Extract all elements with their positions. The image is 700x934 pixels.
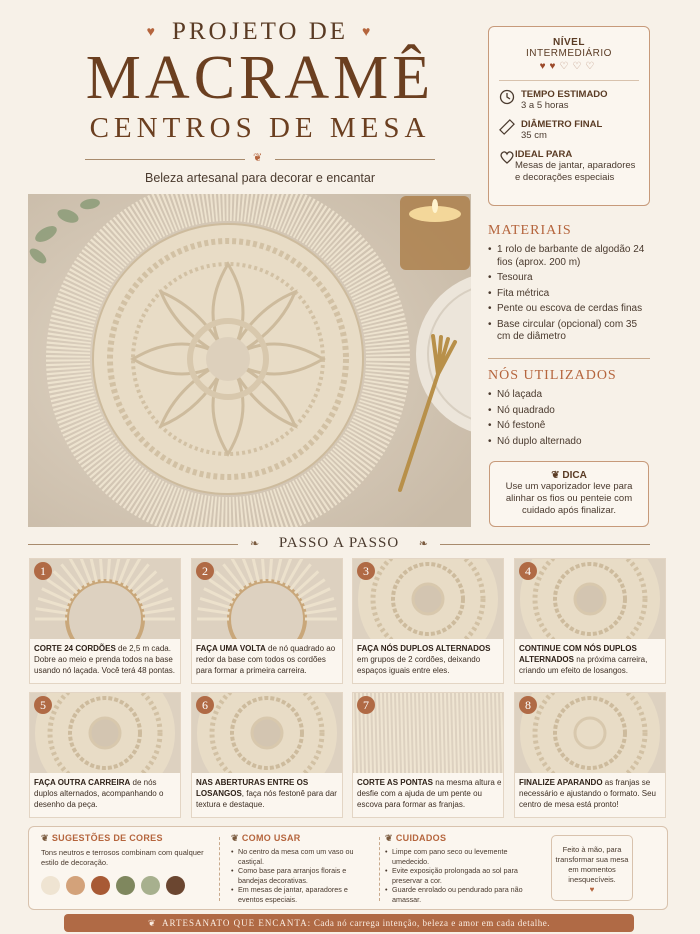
title-line-3: CENTROS DE MESA	[89, 112, 431, 144]
tip-box	[489, 461, 649, 527]
color-swatch	[116, 876, 135, 895]
step-text-bold: CORTE AS PONTAS	[357, 778, 434, 787]
list-item: • Nó quadrado	[488, 405, 650, 418]
list-item: • Em mesas de jantar, aparadores e eventos especiais.	[231, 885, 371, 904]
colors-title: SUGESTÕES DE CORES	[51, 833, 163, 843]
step-card	[191, 692, 343, 818]
color-swatch	[91, 876, 110, 895]
list-item: • 1 rolo de barbante de algodão 24 fios (aprox. 200 m)	[488, 244, 650, 269]
step-number: 7	[357, 696, 375, 714]
info-value: Mesas de jantar, aparadores e decorações especiais	[515, 160, 636, 183]
knots-title: NÓS UTILIZADOS	[488, 368, 617, 383]
main-photo	[28, 194, 471, 527]
title-line-2: MACRAMÊ	[85, 44, 435, 112]
level-title: NÍVEL	[553, 37, 585, 48]
divider	[488, 358, 650, 359]
step-image	[515, 693, 665, 773]
color-swatches	[41, 876, 211, 900]
step-text-rest: na mesma altura e desfie com a ajuda de um pente ou escova para formar as franjas.	[357, 778, 502, 809]
step-text-bold: FAÇA NÓS DUPLOS ALTERNADOS	[357, 644, 491, 653]
step-image	[192, 559, 342, 639]
list-item: • Base circular (opcional) com 35 cm de diâmetro	[488, 319, 650, 344]
step-text	[519, 643, 665, 676]
divider	[379, 837, 380, 901]
list-item: • No centro da mesa com um vaso ou castiçal.	[231, 847, 371, 866]
leaf-icon: ❦	[147, 918, 157, 928]
step-text-rest: na próxima carreira, criando um efeito de losangos.	[519, 655, 648, 675]
step-image	[30, 559, 180, 639]
step-text-bold: CONTINUE COM NÓS DUPLOS ALTERNADOS	[519, 644, 637, 664]
step-text-rest: de nó quadrado ao redor da base com todos os cordões para formar a primeira carreira.	[196, 644, 336, 675]
materials-list	[488, 244, 650, 344]
step-number: 3	[357, 562, 375, 580]
step-text	[357, 643, 503, 676]
heart-icon: ♥	[362, 25, 374, 41]
materials-section	[488, 223, 650, 347]
step-text-rest: de nós duplos alternados, acompanhando o desenho da peça.	[34, 778, 164, 809]
footer-banner	[64, 914, 634, 932]
list-item: • Tesoura	[488, 272, 650, 285]
colors-column	[41, 833, 211, 900]
title-line-1: PROJETO DE	[171, 18, 349, 45]
clock-icon	[499, 89, 521, 112]
color-swatch	[41, 876, 60, 895]
step-image	[353, 693, 503, 773]
step-image	[353, 559, 503, 639]
info-value: 35 cm	[521, 130, 547, 141]
heart-icon: ♥	[589, 885, 595, 894]
info-box	[488, 26, 650, 206]
step-image	[30, 693, 180, 773]
step-text	[34, 777, 180, 810]
step-text-bold: FINALIZE APARANDO	[519, 778, 603, 787]
usage-column	[231, 833, 371, 904]
color-swatch	[66, 876, 85, 895]
step-number: 4	[519, 562, 537, 580]
heart-icon	[499, 149, 515, 184]
list-item: • Nó duplo alternado	[488, 436, 650, 449]
note-text: Feito à mão, para transformar sua mesa em momentos inesquecíveis.	[555, 845, 629, 884]
info-row-time	[489, 85, 649, 115]
handmade-note	[551, 835, 633, 901]
bottom-panel	[28, 826, 668, 910]
info-row-ideal	[489, 145, 649, 187]
step-number: 6	[196, 696, 214, 714]
step-text-bold: FAÇA UMA VOLTA	[196, 644, 266, 653]
step-number: 8	[519, 696, 537, 714]
step-image	[515, 559, 665, 639]
list-item: • Pente ou escova de cerdas finas	[488, 303, 650, 316]
step-card	[352, 558, 504, 684]
step-text-bold: NAS ABERTURAS ENTRE OS LOSANGOS	[196, 778, 309, 798]
level-hearts: ♥♥♡♡♡	[539, 61, 599, 72]
leaf-icon: ❧	[418, 537, 428, 550]
step-text-rest: em grupos de 2 cordões, deixando espaços iguais entre eles.	[357, 655, 481, 675]
info-title: DIÂMETRO FINAL	[521, 119, 603, 130]
footer-text: Cada nó carrega intenção, beleza e amor em cada detalhe.	[311, 918, 550, 928]
list-item: • Fita métrica	[488, 288, 650, 301]
steps-header	[28, 535, 650, 553]
step-text	[519, 777, 665, 810]
step-number: 5	[34, 696, 52, 714]
heart-icon: ♥	[146, 25, 158, 41]
info-title: IDEAL PARA	[515, 149, 573, 160]
ruler-icon	[499, 119, 521, 142]
list-item: • Como base para arranjos florais e bandejas decorativas.	[231, 866, 371, 885]
step-image	[192, 693, 342, 773]
footer-lead: ARTESANATO QUE ENCANTA:	[162, 918, 312, 928]
care-title: CUIDADOS	[395, 833, 447, 843]
usage-title: COMO USAR	[241, 833, 301, 843]
leaf-icon: ❦	[231, 833, 239, 843]
step-text	[34, 643, 180, 676]
step-text-rest: , faça nós festonê para dar textura e destaque.	[196, 789, 337, 809]
divider	[499, 80, 639, 81]
palette-icon: ❦	[41, 833, 49, 843]
step-text-bold: FAÇA OUTRA CARREIRA	[34, 778, 131, 787]
leaf-icon: ❦	[385, 833, 393, 843]
info-title: TEMPO ESTIMADO	[521, 89, 608, 100]
list-item: • Evite exposição prolongada ao sol para preservar a cor.	[385, 866, 535, 885]
step-card	[514, 558, 666, 684]
steps-title: PASSO A PASSO	[278, 535, 400, 551]
list-item: • Nó festonê	[488, 420, 650, 433]
tip-title: DICA	[562, 470, 587, 481]
step-card	[29, 558, 181, 684]
step-text	[196, 643, 342, 676]
subtitle: Beleza artesanal para decorar e encantar	[144, 171, 375, 185]
step-number: 2	[196, 562, 214, 580]
color-swatch	[141, 876, 160, 895]
list-item: • Guarde enrolado ou pendurado para não amassar.	[385, 885, 535, 904]
tip-text: Use um vaporizador leve para alinhar os fios ou penteie com cuidado após finalizar.	[505, 481, 633, 516]
step-text-bold: CORTE 24 CORDÕES	[34, 644, 116, 653]
step-card	[29, 692, 181, 818]
list-item: • Nó laçada	[488, 389, 650, 402]
knots-section	[488, 368, 650, 451]
step-text	[357, 777, 503, 810]
leaf-icon: ❦	[551, 470, 563, 481]
leaf-icon: ❧	[250, 537, 260, 550]
info-row-diameter	[489, 115, 649, 145]
care-column	[385, 833, 535, 904]
info-value: 3 a 5 horas	[521, 100, 569, 111]
title-block	[60, 18, 460, 185]
leaf-icon: ❦	[253, 151, 263, 164]
knots-list	[488, 389, 650, 448]
color-swatch	[166, 876, 185, 895]
level-value: INTERMEDIÁRIO	[526, 48, 612, 59]
step-text-rest: as franjas se necessário e ajustando o formato. Seu centro de mesa está pronto!	[519, 778, 656, 809]
colors-text: Tons neutros e terrosos combinam com qualquer estilo de decoração.	[41, 848, 204, 867]
step-text-rest: de 2,5 m cada. Dobre ao meio e prenda todos na base usando nó laçada. Você terá 48 pontas.	[34, 644, 175, 675]
step-card	[514, 692, 666, 818]
step-number: 1	[34, 562, 52, 580]
list-item: • Limpe com pano seco ou levemente umedecido.	[385, 847, 535, 866]
step-card	[352, 692, 504, 818]
divider	[219, 837, 220, 901]
ornament-divider	[85, 153, 435, 165]
step-card	[191, 558, 343, 684]
step-text	[196, 777, 342, 810]
materials-title: MATERIAIS	[488, 223, 572, 238]
